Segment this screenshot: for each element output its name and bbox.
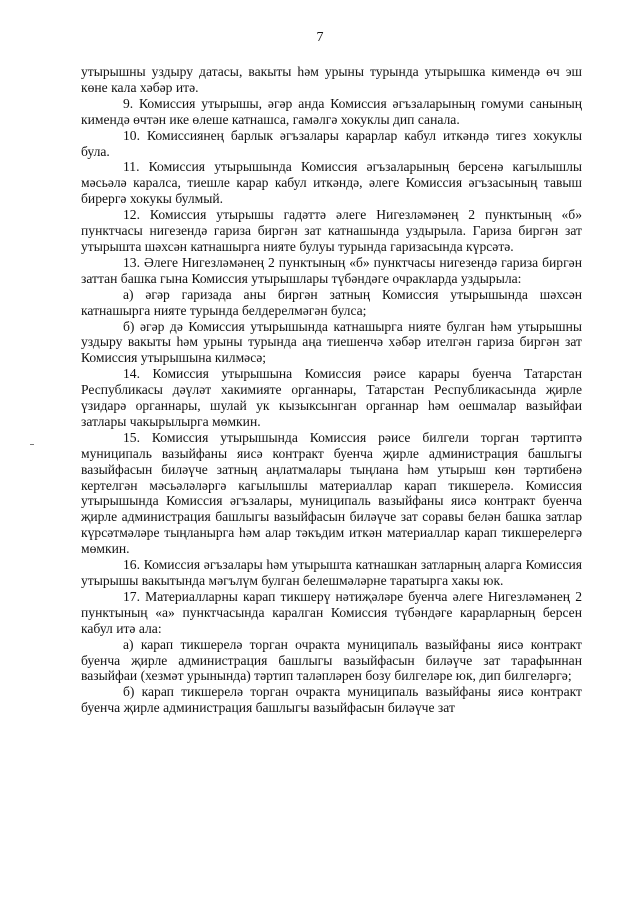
paragraph-17: 17. Материалларны карап тикшерү нәтиҗәләре буенча әлеге Нигезләмәнең 2 пунктының «а» пунктчасында каралган Комиссия түбәндәге карарларның берсен кабул итә ала:	[81, 588, 582, 636]
paragraph-16: 16. Комиссия әгъзалары һәм утырышта катнашкан затларның аларга Комиссия утырышы вакытында мәгълүм булган белешмәләрне таратырга хакы юк.	[81, 557, 582, 588]
page-number: 7	[316, 30, 324, 45]
paragraph-17-b: б) карап тикшерелә торган очракта муниципаль вазыйфаны яисә контракт буенча җирле администрация башлыгы вазыйфасын биләүче зат	[81, 684, 582, 716]
paragraph-15: 15. Комиссия утырышында Комиссия рәисе билгели торган тәртиптә муниципаль вазыйфаны яисә контракт буенча җирле администрация башлыгы вазыйфасын биләүче затның аңлатмалары тыңлана һәм утырыш көн тәртибенә кертелгән мәсьәләләргә кагылышлы материаллар карап тикшерелә. Комиссия утырышында Комиссия әгъзалары, муниципаль вазыйфаны яисә контракт буенча җирле администрация башлыгы вазыйфасын биләүче зат соравы белән башка затлар күрсәтмәләре тыңланырга һәм алар тәкъдим иткән материаллар карап тикшерелергә мөмкин.	[81, 429, 582, 557]
scan-margin-mark	[30, 444, 34, 445]
paragraph-11: 11. Комиссия утырышында Комиссия әгъзаларының берсенә кагылышлы мәсьәлә каралса, тиешле карар кабул иткәндә, әлеге Комиссия әгъзасының тавыш бирергә хокукы булмый.	[81, 159, 582, 207]
paragraph-10: 10. Комиссиянең барлык әгъзалары карарлар кабул иткәндә тигез хокуклы була.	[81, 127, 582, 159]
paragraph-17-a: а) карап тикшерелә торган очракта муниципаль вазыйфаны яисә контракт буенча җирле администрация башлыгы вазыйфасын биләүче зат тарафыннан вазыйфаи (хезмәт урынында) тәртип таләпләрен бозу билгеләре юк, дип билгеләргә;	[81, 636, 582, 684]
paragraph-12: 12. Комиссия утырышы гадәттә әлеге Нигезләмәнең 2 пунктының «б» пунктчасы нигезендә гариза биргән зат катнашында уздырыла. Гариза биргән зат утырышта шәхсән катнашырга нияте булуы турында гаризасында күрсәтә.	[81, 207, 582, 254]
paragraph-continuation: утырышны уздыру датасы, вакыты һәм урыны турында утырышка кимендә өч эш көне кала хәбәр итә.	[81, 64, 582, 95]
paragraph-13: 13. Әлеге Нигезләмәнең 2 пунктының «б» пунктчасы нигезендә гариза биргән заттан башка гына Комиссия утырышлары түбәндәге очракларда уздырыла:	[81, 254, 582, 286]
paragraph-14: 14. Комиссия утырышына Комиссия рәисе карары буенча Татарстан Республикасы дәүләт хакимияте органнары, Татарстан Республикасында җирле үзидарә органнары, шулай ук кызыксынган органнар һәм оешмалар вазыйфаи затлары чакырылырга мөмкин.	[81, 366, 582, 429]
paragraph-13-b: б) әгәр дә Комиссия утырышында катнашырга нияте булган һәм утырышны уздыру вакыты һәм урыны турында аңа тиешенчә хәбәр ителгән гариза биргән зат Комиссия утырышына килмәсә;	[81, 318, 582, 366]
document-body	[81, 64, 582, 716]
paragraph-13-a: а) әгәр гаризада аны биргән затның Комиссия утырышында шәхсән катнашырга нияте турында белдерелмәгән булса;	[81, 286, 582, 318]
paragraph-9: 9. Комиссия утырышы, әгәр анда Комиссия әгъзаларының гомуми санының кимендә өчтән ике өлеше катнашса, гамәлгә хокуклы дип санала.	[81, 95, 582, 127]
